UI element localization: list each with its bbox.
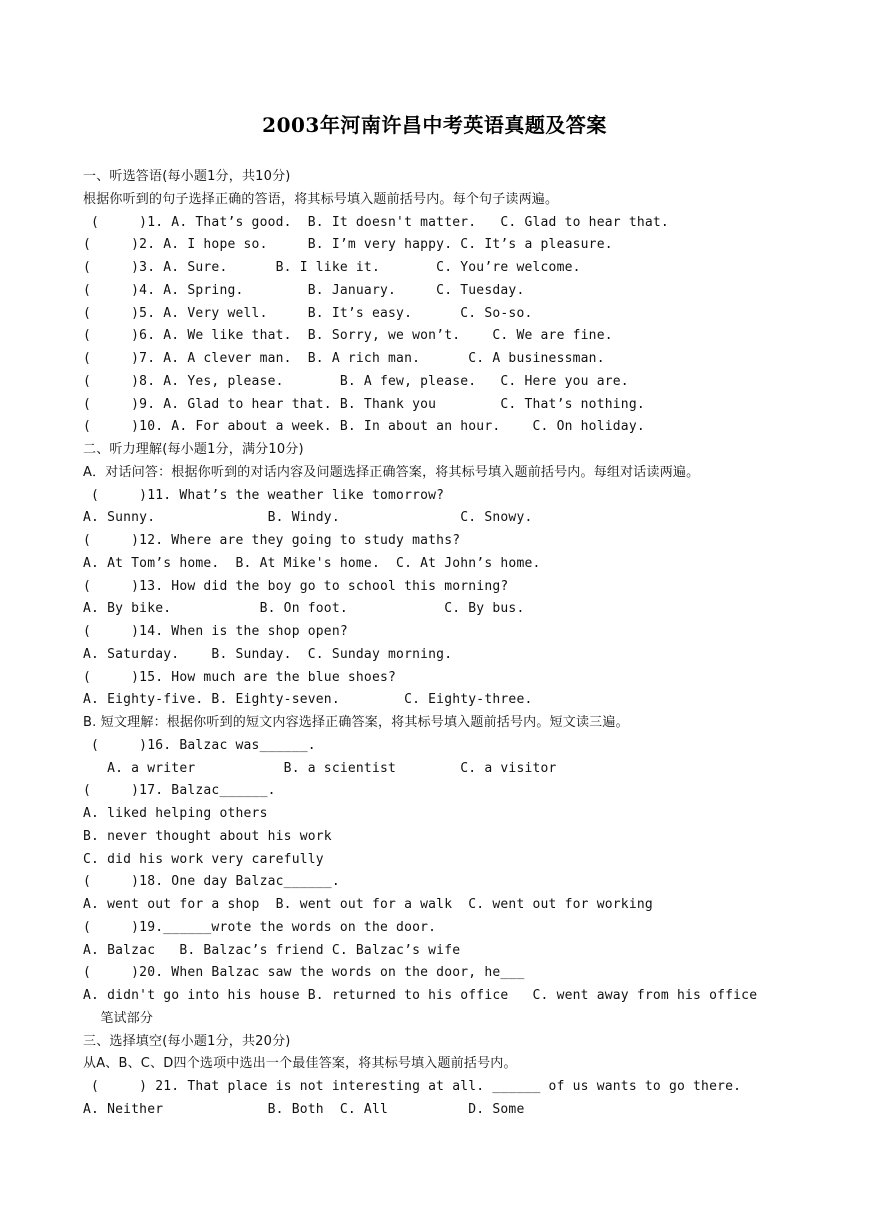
text-line: A. went out for a shop B. went out for a walk C. went out for working	[83, 897, 653, 912]
text-line: 从A、B、C、D四个选项中选出一个最佳答案，将其标号填入题前括号内。	[83, 1056, 517, 1072]
text-line: ( )7. A. A clever man. B. A rich man. C. A businessman.	[83, 351, 605, 366]
text-line: A. By bike. B. On foot. C. By bus.	[83, 601, 525, 617]
text-line: A．对话问答：根据你听到的对话内容及问题选择正确答案，将其标号填入题前括号内。每组对话读两遍。	[83, 464, 700, 480]
text-line: ( )20. When Balzac saw the words on the door, he___	[83, 965, 525, 981]
text-line: ( )2. A. I hope so. B. I’m very happy. C. It’s a pleasure.	[83, 237, 613, 253]
text-line: 根据你听到的句子选择正确的答语，将其标号填入题前括号内。每个句子读两遍。	[83, 191, 559, 207]
text-line: A. Sunny. B. Windy. C. Snowy.	[83, 510, 533, 526]
text-line: B. 短文理解：根据你听到的短文内容选择正确答案，将其标号填入题前括号内。短文读三遍。	[83, 715, 629, 730]
text-line: ( )13. How did the boy go to school this morning?	[83, 578, 509, 594]
text-line: 笔试部分	[83, 1010, 154, 1026]
text-line: A. didn't go into his house B. returned to his office C. went away from his office	[83, 988, 758, 1003]
text-line: 二、听力理解(每小题1分，满分10分)	[83, 442, 304, 457]
text-line: 三、选择填空(每小题1分，共20分)	[83, 1033, 291, 1049]
text-line: A. a writer B. a scientist C. a visitor	[83, 760, 557, 776]
text-line: ( )3. A. Sure. B. I like it. C. You’re welcome.	[83, 260, 581, 275]
text-line: ( )8. A. Yes, please. B. A few, please. C. Here you are.	[83, 373, 629, 389]
text-line: ( )11. What’s the weather like tomorrow?	[83, 487, 445, 503]
text-line: ( ) 21. That place is not interesting at all. ______ of us wants to go there.	[83, 1079, 742, 1094]
text-line: ( )19.______wrote the words on the door.	[83, 919, 437, 935]
text-line: ( )5. A. Very well. B. It’s easy. C. So-so.	[83, 305, 533, 321]
text-line: ( )12. Where are they going to study maths?	[83, 533, 461, 548]
text-line: C. did his work very carefully	[83, 851, 324, 867]
text-line: ( )4. A. Spring. B. January. C. Tuesday.	[83, 282, 525, 298]
text-line: ( )6. A. We like that. B. Sorry, we won’t. C. We are fine.	[83, 328, 613, 344]
text-line: 一、听选答语(每小题1分，共10分)	[83, 169, 291, 184]
text-line: ( )17. Balzac______.	[83, 783, 276, 799]
text-line: A. liked helping others	[83, 806, 268, 821]
text-line: ( )15. How much are the blue shoes?	[83, 669, 397, 685]
text-line: A. Eighty-five. B. Eighty-seven. C. Eighty-three.	[83, 692, 533, 708]
text-line: A. Saturday. B. Sunday. C. Sunday morning.	[83, 646, 453, 662]
text-line: A. Neither B. Both C. All D. Some	[83, 1101, 525, 1117]
text-line: ( )14. When is the shop open?	[83, 624, 348, 639]
text-line: A. At Tom’s home. B. At Mike's home. C. At John’s home.	[83, 555, 541, 571]
text-line: ( )18. One day Balzac______.	[83, 874, 340, 890]
text-line: ( )16. Balzac was______.	[83, 737, 316, 753]
text-line: ( )9. A. Glad to hear that. B. Thank you C. That’s nothing.	[83, 396, 645, 412]
text-line: ( )10. A. For about a week. B. In about an hour. C. On holiday.	[83, 419, 645, 435]
page-title: 2003年河南许昌中考英语真题及答案	[262, 113, 607, 137]
text-line: ( )1. A. That’s good. B. It doesn't matter. C. Glad to hear that.	[83, 214, 669, 230]
text-line: B. never thought about his work	[83, 828, 332, 844]
text-line: A. Balzac B. Balzac’s friend C. Balzac’s wife	[83, 942, 461, 958]
